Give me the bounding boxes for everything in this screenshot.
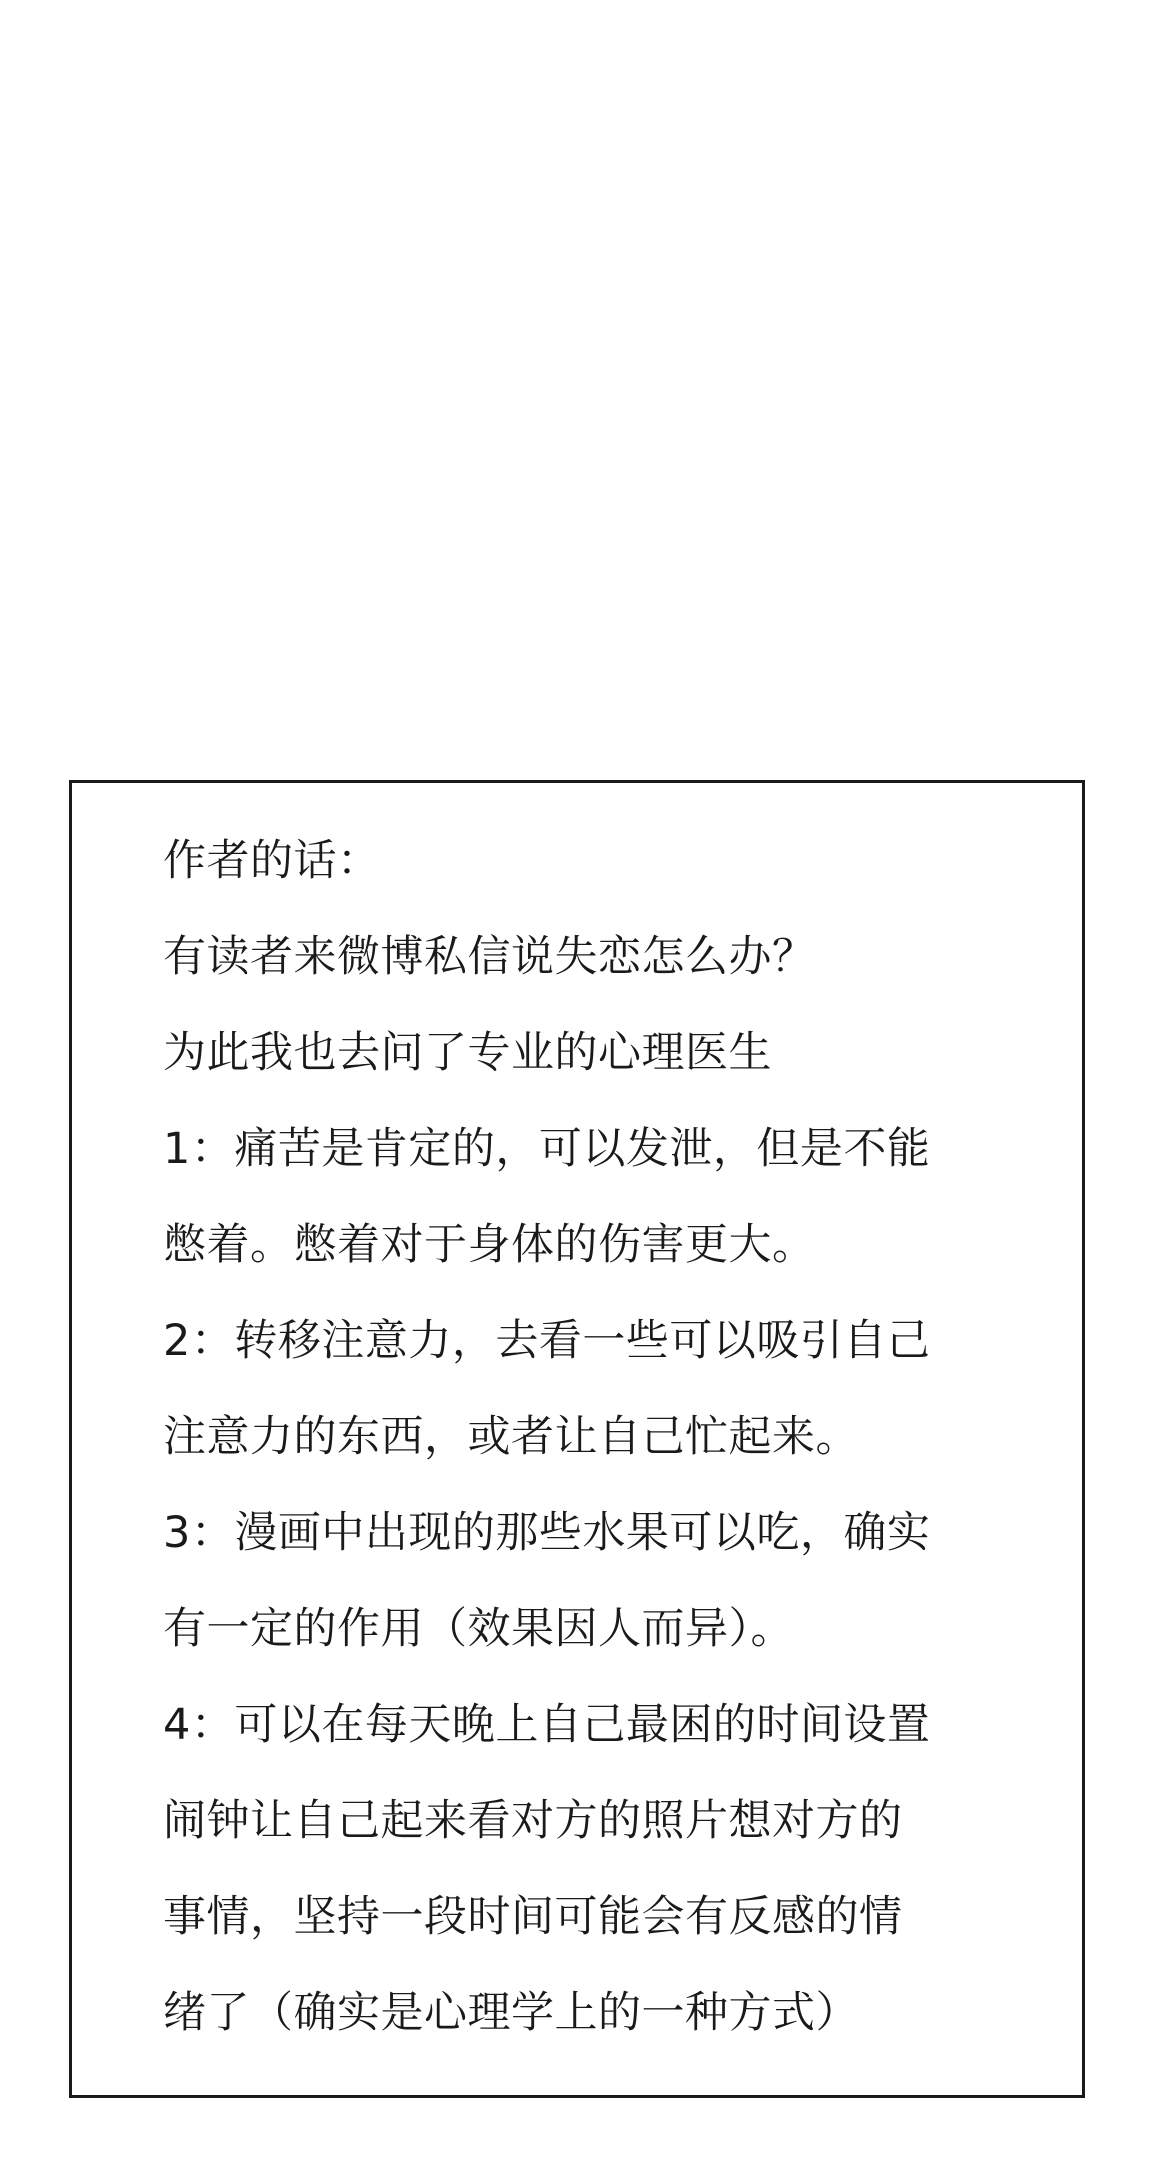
note-line: 绪了（确实是心理学上的一种方式） <box>163 1988 859 2038</box>
note-line: 为此我也去问了专业的心理医生 <box>163 1028 772 1078</box>
note-line: 2：转移注意力，去看一些可以吸引自己 <box>163 1316 931 1366</box>
note-line: 闹钟让自己起来看对方的照片想对方的 <box>163 1796 903 1846</box>
note-line: 憋着。憋着对于身体的伤害更大。 <box>163 1220 816 1270</box>
note-line: 3：漫画中出现的那些水果可以吃，确实 <box>163 1508 931 1558</box>
author-note-text <box>163 813 1023 2061</box>
note-line: 4：可以在每天晚上自己最困的时间设置 <box>163 1700 931 1750</box>
note-line: 注意力的东西，或者让自己忙起来。 <box>163 1412 859 1462</box>
note-line: 有读者来微博私信说失恋怎么办？ <box>163 932 816 982</box>
note-line: 事情，坚持一段时间可能会有反感的情 <box>163 1892 903 1942</box>
note-line: 有一定的作用（效果因人而异）。 <box>163 1604 794 1654</box>
note-line: 1：痛苦是肯定的，可以发泄，但是不能 <box>163 1124 931 1174</box>
author-note-box <box>69 780 1085 2098</box>
note-heading: 作者的话： <box>163 836 381 886</box>
